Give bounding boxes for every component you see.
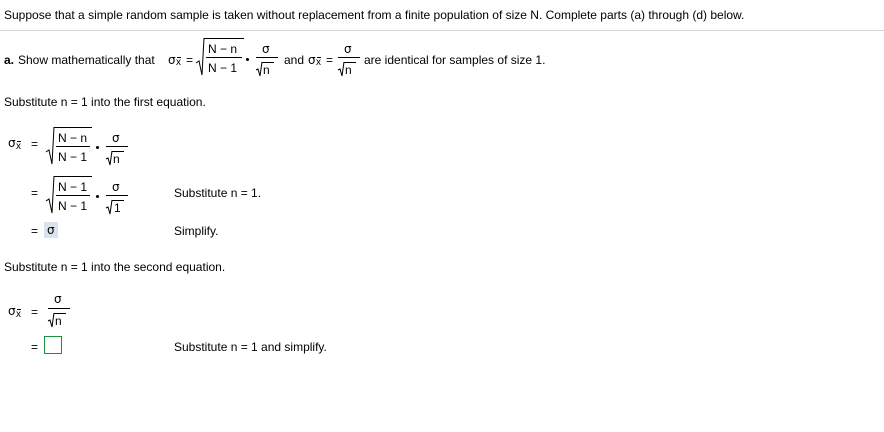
sigma-numerator: σ: [112, 180, 120, 194]
sqrt-1-value: 1: [114, 201, 121, 215]
multiplication-dot: [96, 195, 99, 198]
part-a-text: Show mathematically that: [18, 53, 155, 67]
result-sigma: σ: [44, 222, 58, 238]
equals-sign: =: [31, 186, 39, 200]
step1-note-substitute: Substitute n = 1.: [174, 186, 262, 200]
multiplication-dot: [246, 58, 249, 61]
sigma-symbol: σ: [8, 136, 16, 150]
step1-heading: Substitute n = 1 into the first equation.: [4, 95, 206, 109]
numerator-N-minus-n: N − n: [58, 131, 88, 145]
step2-note: Substitute n = 1 and simplify.: [174, 340, 327, 354]
equals-sign: =: [31, 305, 39, 319]
sigma-symbol: σ: [168, 53, 176, 67]
sigma-numerator-2: σ: [344, 42, 352, 56]
equals-sign: =: [186, 53, 194, 67]
answer-input-box[interactable]: [44, 336, 62, 354]
sigma-numerator: σ: [262, 42, 270, 56]
sqrt-1-radical: [106, 199, 114, 215]
problem-statement: Suppose that a simple random sample is taken without replacement from a finite population of size N. Complete parts (a) through (d) below.: [4, 8, 745, 22]
denominator-N-minus-1: N − 1: [58, 199, 88, 213]
equals-sign: =: [31, 137, 39, 151]
radical-sign: [46, 175, 54, 215]
step1-note-simplify: Simplify.: [174, 224, 219, 238]
xbar-subscript: x: [16, 141, 21, 152]
and-text: and: [284, 53, 305, 67]
sigma-numerator: σ: [112, 131, 120, 145]
equals-sign: =: [31, 224, 39, 238]
sigma-numerator: σ: [54, 292, 62, 306]
xbar-subscript: x: [176, 57, 181, 68]
equals-sign-2: =: [326, 53, 334, 67]
multiplication-dot: [96, 146, 99, 149]
numerator-N-minus-n: N − n: [208, 42, 238, 56]
part-a-text-end: are identical for samples of size 1.: [364, 53, 546, 67]
denominator-N-minus-1: N − 1: [58, 150, 88, 164]
equals-sign: =: [31, 340, 39, 354]
denominator-N-minus-1: N − 1: [208, 61, 238, 75]
sqrt-n-value: n: [55, 314, 62, 328]
part-a-label: a.: [4, 53, 15, 67]
numerator-N-minus-1: N − 1: [58, 180, 88, 194]
divider: [0, 30, 884, 31]
sqrt-n-value-2: n: [345, 63, 352, 77]
radical-sign: [46, 126, 54, 166]
sigma-symbol-2: σ: [308, 53, 316, 67]
sqrt-n-value: n: [263, 63, 270, 77]
sigma-symbol: σ: [8, 304, 16, 318]
xbar-subscript-2: x: [316, 57, 321, 68]
xbar-subscript: x: [16, 309, 21, 320]
sqrt-n-value: n: [113, 152, 120, 166]
radical-sign: [196, 37, 204, 77]
step2-heading: Substitute n = 1 into the second equation.: [4, 260, 226, 274]
